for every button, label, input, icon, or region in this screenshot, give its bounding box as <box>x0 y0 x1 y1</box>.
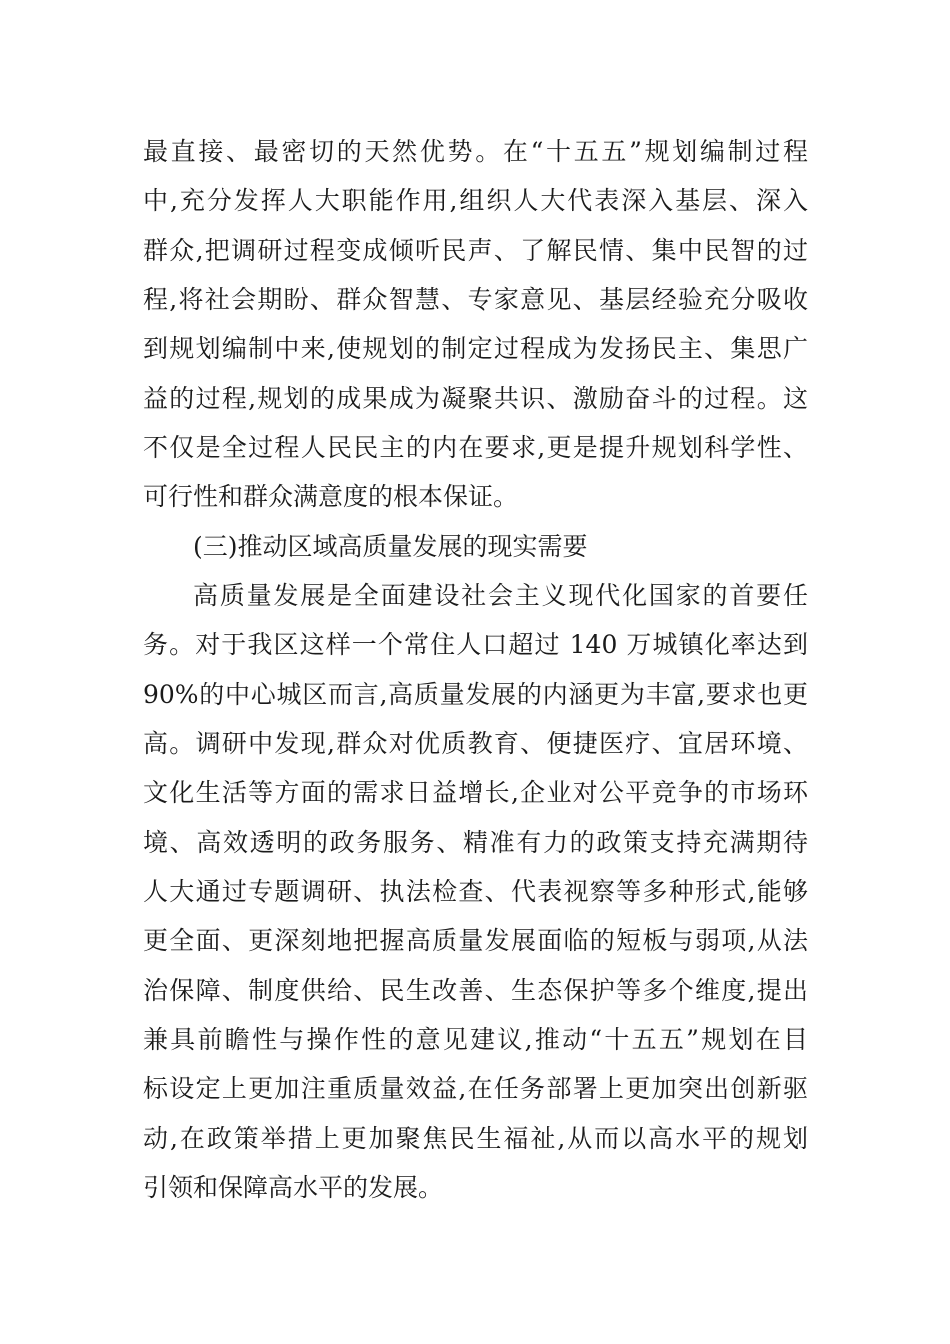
paragraph-line: 可行性和群众满意度的根本保证。 <box>143 482 519 511</box>
paragraph-line: 90%的中心城区而言,高质量发展的内涵更为丰富,要求也更 <box>143 680 808 709</box>
paragraph-line: 文化生活等方面的需求日益增长,企业对公平竞争的市场环 <box>143 778 808 807</box>
paragraph-line: 中,充分发挥人大职能作用,组织人大代表深入基层、深入 <box>143 186 808 215</box>
paragraph-line: 益的过程,规划的成果成为凝聚共识、激励奋斗的过程。这 <box>143 384 808 413</box>
paragraph-line: 治保障、制度供给、民生改善、生态保护等多个维度,提出 <box>143 976 808 1005</box>
paragraph-line: 群众,把调研过程变成倾听民声、了解民情、集中民智的过 <box>143 236 808 265</box>
paragraph-line: 兼具前瞻性与操作性的意见建议,推动“十五五”规划在目 <box>143 1025 808 1054</box>
paragraph-line: 到规划编制中来,使规划的制定过程成为发扬民主、集思广 <box>143 334 808 363</box>
paragraph-line: 更全面、更深刻地把握高质量发展面临的短板与弱项,从法 <box>143 926 808 955</box>
paragraph-line: 务。对于我区这样一个常住人口超过 140 万城镇化率达到 <box>143 630 808 659</box>
paragraph-line: 程,将社会期盼、群众智慧、专家意见、基层经验充分吸收 <box>143 285 808 314</box>
paragraph-line: 境、高效透明的政务服务、精准有力的政策支持充满期待 <box>143 828 808 857</box>
paragraph-line: 高。调研中发现,群众对优质教育、便捷医疗、宜居环境、 <box>143 729 808 758</box>
paragraph-line: 最直接、最密切的天然优势。在“十五五”规划编制过程 <box>143 137 808 166</box>
section-heading: (三)推动区域高质量发展的现实需要 <box>193 532 588 561</box>
paragraph-line: 高质量发展是全面建设社会主义现代化国家的首要任 <box>193 581 808 610</box>
paragraph-line: 不仅是全过程人民民主的内在要求,更是提升规划科学性、 <box>143 433 808 462</box>
paragraph-line: 标设定上更加注重质量效益,在任务部署上更加突出创新驱 <box>143 1074 808 1103</box>
paragraph-line: 引领和保障高水平的发展。 <box>143 1173 444 1202</box>
paragraph-line: 动,在政策举措上更加聚焦民生福祉,从而以高水平的规划 <box>143 1124 808 1153</box>
paragraph-line: 人大通过专题调研、执法检查、代表视察等多种形式,能够 <box>143 877 808 906</box>
